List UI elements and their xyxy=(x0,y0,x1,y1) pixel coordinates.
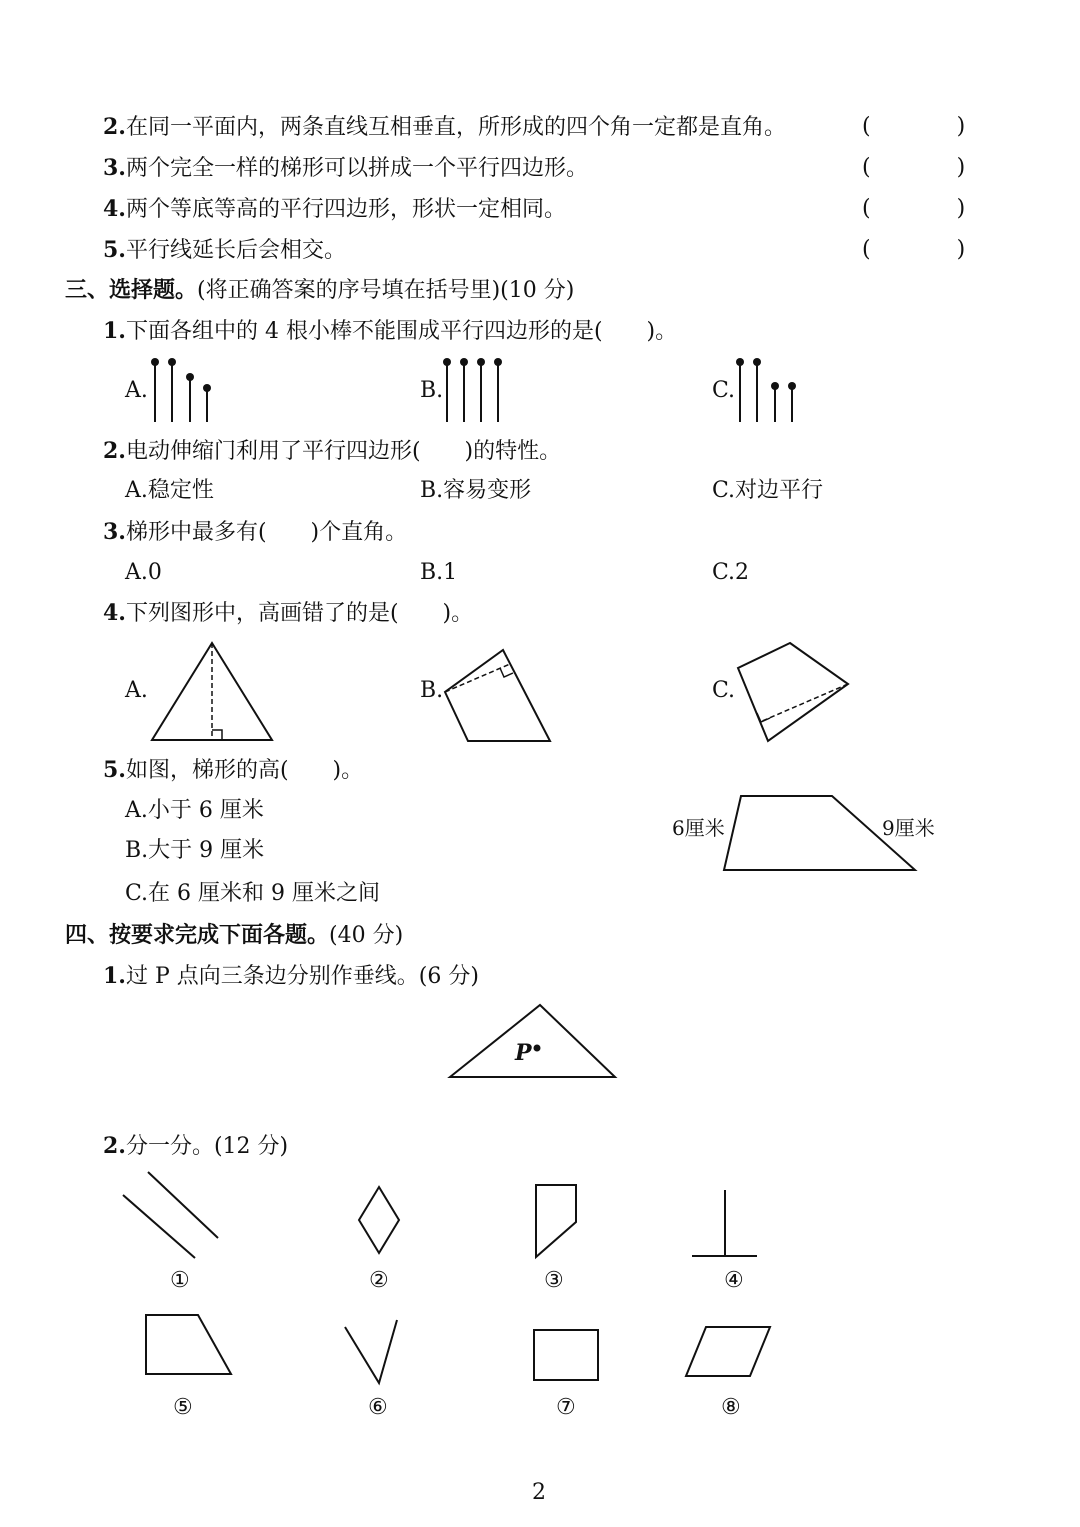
shape-2-rhombus xyxy=(359,1187,399,1253)
shape-label-5: ⑤ xyxy=(173,1395,193,1420)
question-number: 5. xyxy=(103,757,126,783)
item-number: 3. xyxy=(103,155,126,181)
point-p xyxy=(534,1045,541,1052)
figure-c-quadrilateral xyxy=(738,643,848,741)
question-text: 过 P 点向三条边分别作垂线。(6 分) xyxy=(125,964,479,989)
question-number: 4. xyxy=(103,600,126,626)
question-text: 下列图形中，高画错了的是( )。 xyxy=(125,601,474,626)
shape-label-7: ⑦ xyxy=(556,1395,576,1420)
item-text: 两个等底等高的平行四边形，形状一定相同。 xyxy=(125,197,566,222)
option-c: C.在 6 厘米和 9 厘米之间 xyxy=(125,881,381,906)
trapezoid-left-label: 6厘米 xyxy=(672,816,725,840)
question-text: 梯形中最多有( )个直角。 xyxy=(125,520,408,545)
question-number: 1. xyxy=(103,318,126,344)
option-a: A.稳定性 xyxy=(125,478,214,503)
shape-1-parallel-lines xyxy=(123,1172,218,1258)
section-title: 三、选择题。 xyxy=(65,277,198,303)
shape-label-4: ④ xyxy=(724,1268,744,1293)
question-number: 3. xyxy=(103,519,126,545)
shape-5-trapezoid xyxy=(146,1315,231,1374)
question-text: 如图，梯形的高( )。 xyxy=(125,758,364,783)
shape-label-1: ① xyxy=(170,1268,190,1293)
trapezoid-right-label: 9厘米 xyxy=(882,816,935,840)
section-note: (40 分) xyxy=(329,923,404,948)
section-note: (将正确答案的序号填在括号里)(10 分) xyxy=(197,278,575,303)
answer-blank[interactable]: ( ) xyxy=(862,196,980,221)
shape-6-angle xyxy=(345,1320,397,1383)
item-text: 平行线延长后会相交。 xyxy=(125,238,346,263)
question-text: 电动伸缩门利用了平行四边形( )的特性。 xyxy=(125,439,562,464)
option-a: A.0 xyxy=(125,560,162,585)
shape-3-quadrilateral xyxy=(536,1185,576,1257)
shape-label-2: ② xyxy=(369,1268,389,1293)
shape-label-3: ③ xyxy=(544,1268,564,1293)
question-number: 1. xyxy=(103,963,126,989)
option-b: B. xyxy=(420,378,444,403)
item-number: 5. xyxy=(103,237,126,263)
figure-a-triangle xyxy=(152,643,272,740)
option-a: A. xyxy=(125,378,148,403)
answer-blank[interactable]: ( ) xyxy=(862,114,980,139)
triangle-with-point-p xyxy=(450,1005,615,1077)
option-c: C.对边平行 xyxy=(712,478,824,503)
section-title: 四、按要求完成下面各题。 xyxy=(65,922,330,948)
question-number: 2. xyxy=(103,438,126,464)
question-text: 下面各组中的 4 根小棒不能围成平行四边形的是( )。 xyxy=(125,319,678,344)
shape-8-parallelogram xyxy=(686,1327,770,1376)
answer-blank[interactable]: ( ) xyxy=(862,237,980,262)
figure-b-quadrilateral xyxy=(445,650,550,741)
sticks-c xyxy=(736,358,796,422)
shape-label-8: ⑧ xyxy=(721,1395,741,1420)
sticks-a xyxy=(151,358,211,422)
option-c: C.2 xyxy=(712,560,750,585)
question-text: 分一分。(12 分) xyxy=(125,1134,289,1159)
shape-4-perpendicular-lines xyxy=(692,1190,757,1256)
option-b: B.1 xyxy=(420,560,458,585)
answer-blank[interactable]: ( ) xyxy=(862,155,980,180)
point-p-label: P xyxy=(515,1040,532,1066)
option-a: A.小于 6 厘米 xyxy=(125,798,264,823)
item-number: 2. xyxy=(103,114,126,140)
item-text: 两个完全一样的梯形可以拼成一个平行四边形。 xyxy=(125,156,588,181)
shape-label-6: ⑥ xyxy=(368,1395,388,1420)
option-c: C. xyxy=(712,678,736,703)
trapezoid-figure xyxy=(724,796,915,870)
option-c: C. xyxy=(712,378,736,403)
item-number: 4. xyxy=(103,196,126,222)
page-number: 2 xyxy=(532,1480,546,1505)
option-b: B. xyxy=(420,678,444,703)
sticks-b xyxy=(443,358,502,422)
question-number: 2. xyxy=(103,1133,126,1159)
option-a: A. xyxy=(125,678,148,703)
option-b: B.大于 9 厘米 xyxy=(125,838,265,863)
item-text: 在同一平面内，两条直线互相垂直，所形成的四个角一定都是直角。 xyxy=(125,115,786,140)
option-b: B.容易变形 xyxy=(420,478,532,503)
shape-7-rectangle xyxy=(534,1330,598,1380)
